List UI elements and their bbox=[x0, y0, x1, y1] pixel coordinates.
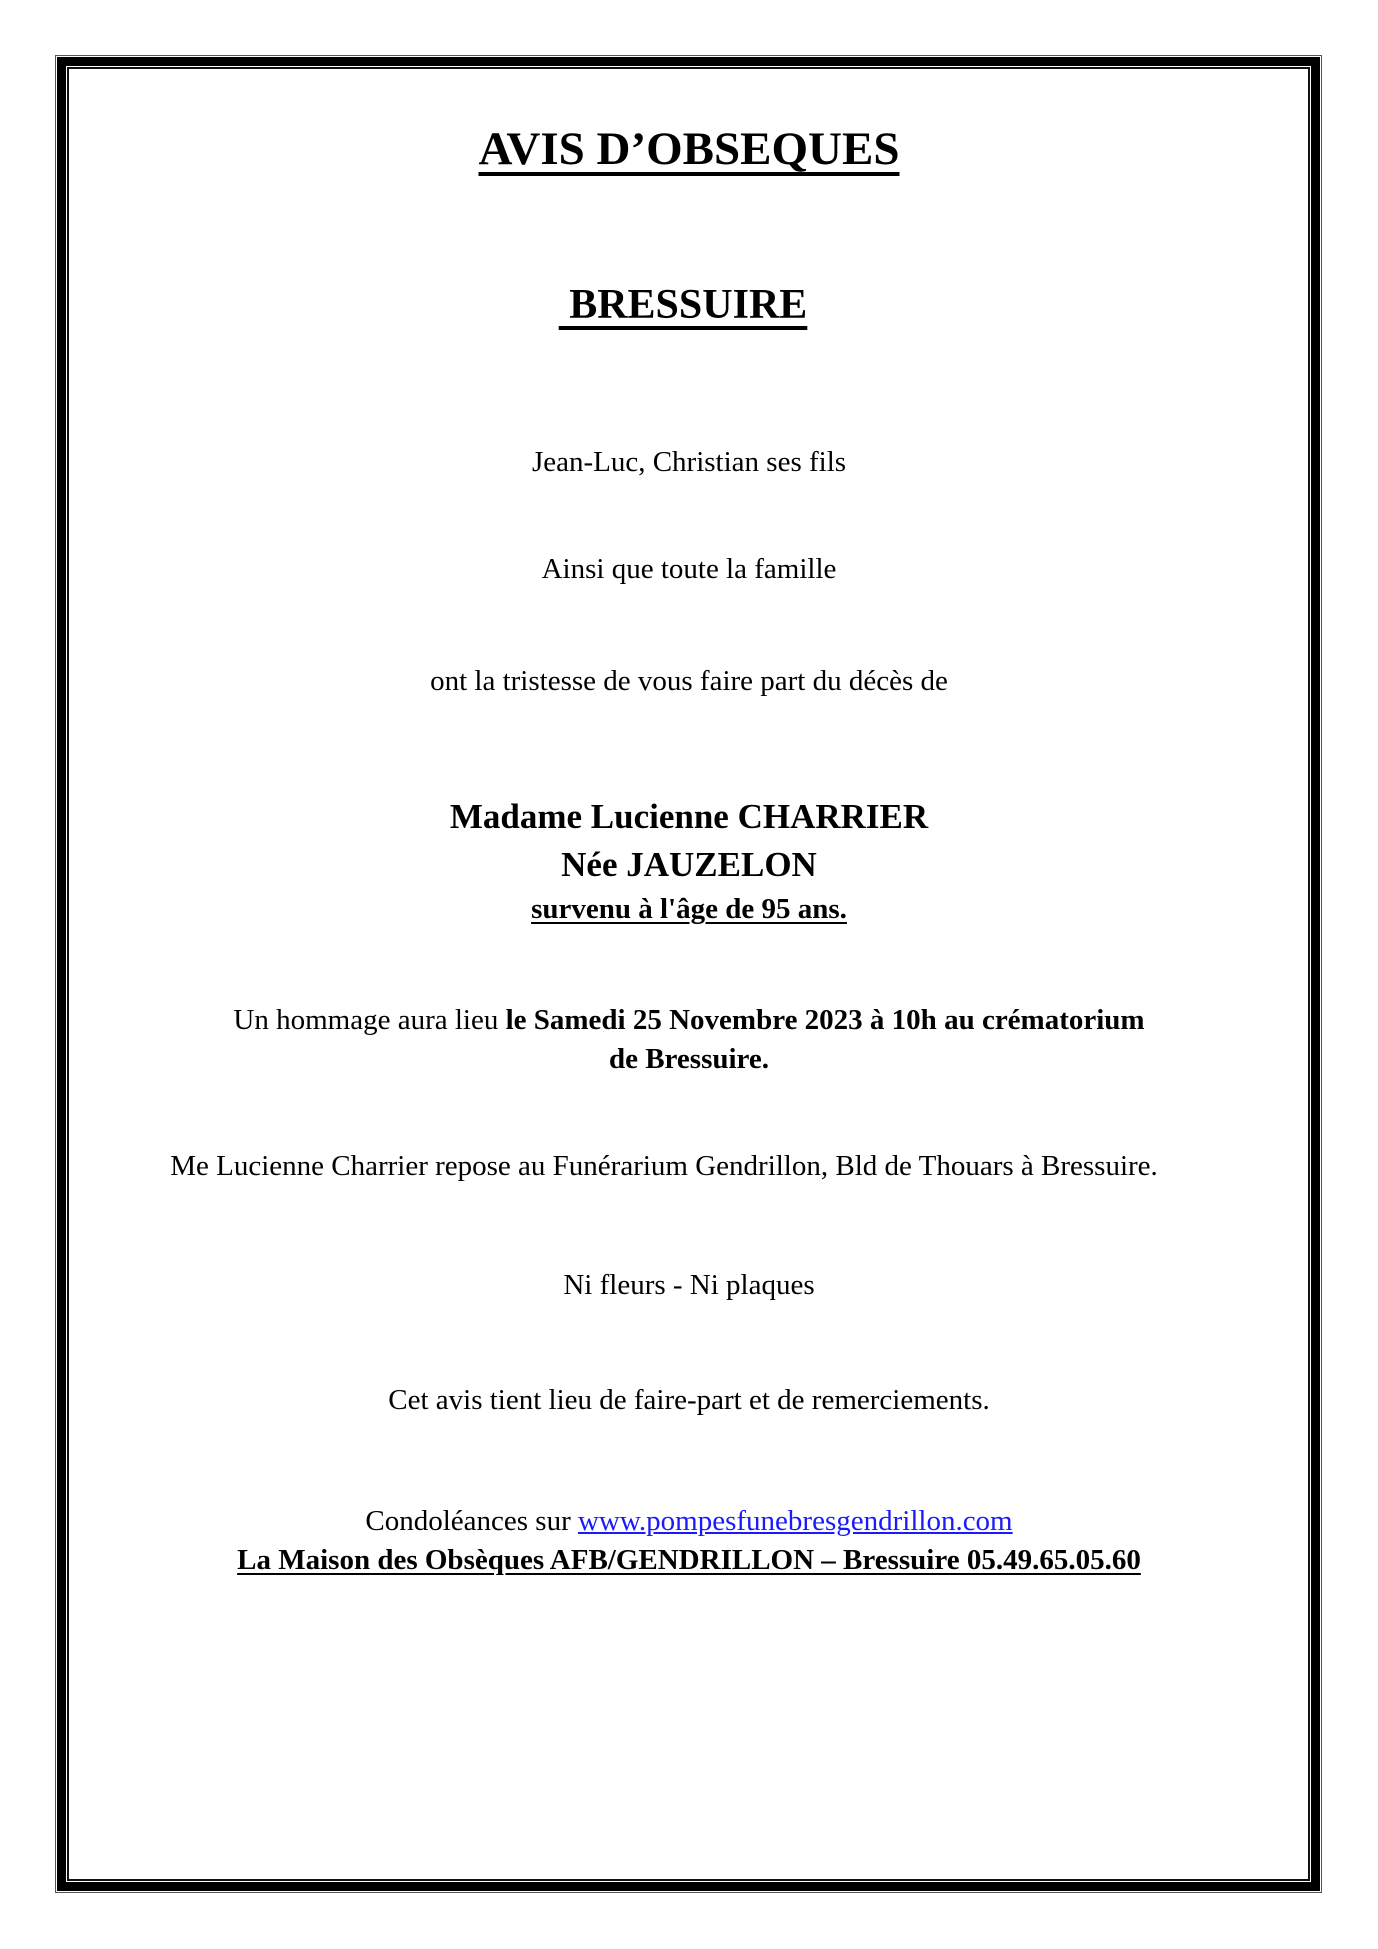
age-text: survenu à l'âge de 95 ans. bbox=[531, 893, 847, 925]
ceremony-details: le Samedi 25 Novembre 2023 à 10h au crématorium bbox=[505, 1004, 1145, 1036]
family-extended: Ainsi que toute la famille bbox=[541, 553, 837, 585]
condolences-line bbox=[0, 1505, 1378, 1538]
no-flowers: Ni fleurs - Ni plaques bbox=[563, 1269, 815, 1301]
condolences-link[interactable]: www.pompesfunebresgendrillon.com bbox=[577, 1505, 1013, 1537]
maiden-name: Née JAUZELON bbox=[561, 845, 817, 884]
rest-place: Me Lucienne Charrier repose au Funérarium Gendrillon, Bld de Thouars à Bressuire. bbox=[170, 1150, 1158, 1182]
condolences-label: Condoléances sur bbox=[365, 1505, 578, 1537]
funeral-home-line bbox=[0, 1544, 1378, 1577]
city-heading bbox=[0, 281, 1372, 329]
age-line bbox=[0, 893, 1378, 926]
announcement: ont la tristesse de vous faire part du décès de bbox=[430, 665, 948, 697]
title-text: AVIS D’OBSEQUES bbox=[478, 123, 900, 175]
family-line: Jean-Luc, Christian ses fils bbox=[531, 446, 847, 478]
funeral-home-text: La Maison des Obsèques AFB/GENDRILLON – Bressuire 05.49.65.05.60 bbox=[237, 1544, 1141, 1576]
notice: Cet avis tient lieu de faire-part et de remerciements. bbox=[388, 1384, 990, 1416]
ceremony-line bbox=[0, 1004, 1378, 1037]
ceremony-intro: Un hommage aura lieu bbox=[233, 1004, 506, 1036]
document-title bbox=[0, 122, 1378, 176]
deceased-name: Madame Lucienne CHARRIER bbox=[449, 797, 929, 836]
ceremony-place: de Bressuire. bbox=[608, 1043, 770, 1075]
city-text: BRESSUIRE bbox=[558, 282, 808, 328]
page-border-inner bbox=[67, 67, 1310, 1881]
